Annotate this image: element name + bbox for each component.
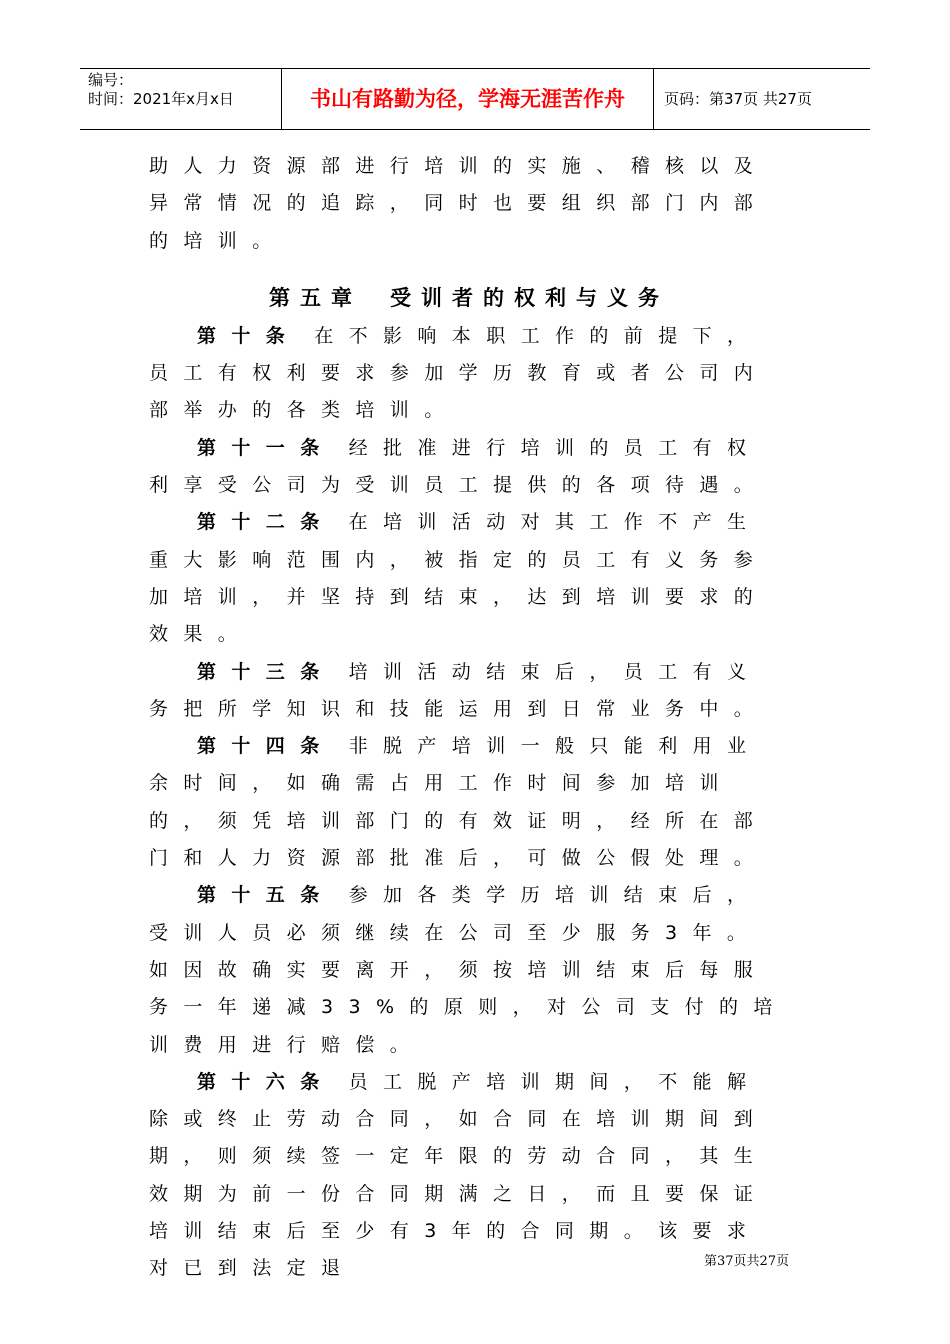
article-text: 员工脱产培训期间，不能解除或终止劳动合同，如合同在培训期间到期，则须续签一定年限的劳动合同，其生效期为前一份合同期满之日，而且要保证培训结束后至少有3年的合同期。该要求对已到法定退 xyxy=(149,1070,769,1280)
article-13 xyxy=(149,654,789,729)
article-label: 第十五条 xyxy=(197,884,335,907)
article-label: 第十四条 xyxy=(197,735,335,758)
chapter-number: 第五章 xyxy=(269,285,362,310)
article-14 xyxy=(149,728,789,877)
article-text: 非脱产培训一般只能利用业余时间，如确需占用工作时间参加培训的，须凭培训部门的有效证明，经所在部门和人力资源部批准后，可做公假处理。 xyxy=(149,735,769,870)
article-10 xyxy=(149,318,789,430)
article-text: 在培训活动对其工作不产生重大影响范围内，被指定的员工有义务参加培训，并坚持到结束，达到培训要求的效果。 xyxy=(149,511,769,646)
article-11 xyxy=(149,430,789,505)
chapter-title: 受训者的权利与义务 xyxy=(390,285,669,310)
page-footer: 第37页共27页 xyxy=(704,1254,790,1269)
document-body xyxy=(149,148,789,1288)
header-meta xyxy=(80,69,282,129)
article-16 xyxy=(149,1064,789,1288)
continuation-paragraph: 助人力资源部进行培训的实施、稽核以及异常情况的追踪，同时也要组织部门内部的培训。 xyxy=(149,155,769,252)
page-header xyxy=(80,68,870,130)
article-label: 第十条 xyxy=(197,324,301,347)
header-motto: 书山有路勤为径，学海无涯苦作舟 xyxy=(282,69,654,129)
article-label: 第十一条 xyxy=(197,436,335,459)
article-label: 第十二条 xyxy=(197,511,335,534)
article-text: 培训活动结束后，员工有义务把所学知识和技能运用到日常业务中。 xyxy=(149,660,769,720)
article-15 xyxy=(149,877,789,1063)
article-text: 参加各类学历培训结束后，受训人员必须继续在公司至少服务3年。如因故确实要离开，须按培训结束后每服务一年递减33%的原则，对公司支付的培训费用进行赔偿。 xyxy=(149,884,788,1056)
article-label: 第十六条 xyxy=(197,1070,335,1093)
article-label: 第十三条 xyxy=(197,660,335,683)
article-12 xyxy=(149,504,789,653)
chapter-heading xyxy=(149,278,789,318)
article-text: 在不影响本职工作的前提下，员工有权利要求参加学历教育或者公司内部举办的各类培训。 xyxy=(149,324,769,422)
header-page-number: 页码：第37页 共27页 xyxy=(664,90,812,108)
code-label: 编号： xyxy=(88,71,134,89)
article-text: 经批准进行培训的员工有权利享受公司为受训员工提供的各项待遇。 xyxy=(149,436,769,497)
date-text: 时间：2021年x月x日 xyxy=(88,90,234,108)
